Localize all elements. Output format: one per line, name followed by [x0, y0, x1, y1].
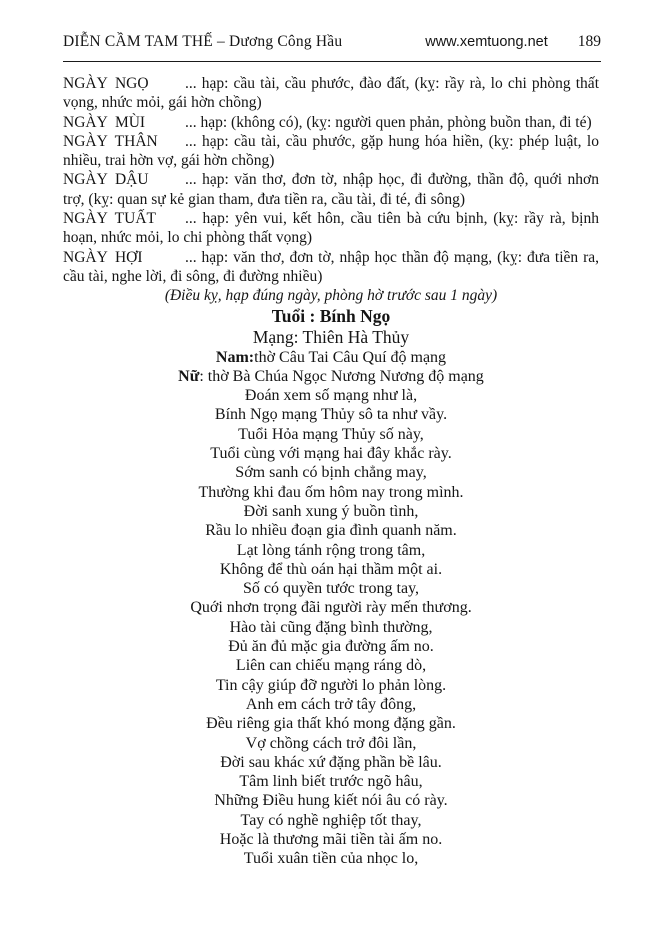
- verse-line: Đời sanh xung ý buồn tình,: [243, 502, 419, 520]
- day-entry: [63, 74, 599, 113]
- header-divider: [63, 61, 601, 62]
- day-text: ... hạp: (không có), (kỵ: người quen phản, phòng buồn than, đi té): [185, 113, 592, 131]
- verse-line: Đủ ăn đủ mặc gia đường ấm no.: [228, 638, 434, 656]
- verse-line: Quới nhơn trọng đãi người rày mến thương.: [190, 599, 472, 617]
- book-title: DIỄN CẦM TAM THẾ – Dương Công Hầu: [63, 33, 343, 50]
- verse-line: Đoán xem số mạng như là,: [244, 387, 418, 405]
- verse-line: Anh em cách trở tây đông,: [245, 695, 417, 713]
- day-entry: [63, 132, 599, 171]
- verse-line: Tin cậy giúp đỡ người lo phản lòng.: [215, 676, 447, 694]
- mang-line: Mạng: Thiên Hà Thủy: [252, 326, 410, 347]
- verse-line: Số có quyền tước trong tay,: [242, 580, 420, 598]
- day-label: NGÀY THÂN: [63, 132, 158, 150]
- day-label: NGÀY DẬU: [63, 171, 149, 189]
- verse-line: Sớm sanh có bịnh chẳng may,: [235, 464, 427, 482]
- verse-line: Đều riêng gia thất khó mong đặng gần.: [206, 715, 456, 733]
- page-header: [63, 33, 601, 51]
- verse-line: Tuổi Hỏa mạng Thủy số này,: [238, 425, 424, 443]
- note-line: (Điều kỵ, hạp đúng ngày, phòng hờ trước sau 1 ngày): [164, 287, 498, 305]
- website-url: www.xemtuong.net: [425, 34, 548, 50]
- day-label: NGÀY MÙI: [63, 113, 146, 131]
- gender-line-nu: [63, 367, 599, 386]
- nu-prefix: Nữ: [178, 367, 200, 385]
- verse-line: Tâm linh biết trước ngõ hâu,: [239, 773, 423, 791]
- day-entry: [63, 248, 599, 287]
- verse-line: Vợ chồng cách trở đôi lần,: [245, 734, 417, 752]
- day-text: ... hạp: văn thơ, đơn tờ, nhập học thần độ mạng, (kỵ: đưa tiền ra, cầu tài, nghe lời, đi sông, đi đường nhiều): [63, 248, 599, 285]
- day-label: NGÀY NGỌ: [63, 75, 149, 92]
- gender-line-nam: [63, 348, 599, 367]
- verse-line: Tuổi xuân tiền của nhọc lo,: [243, 850, 419, 868]
- day-label: NGÀY TUẤT: [63, 210, 156, 228]
- day-entry: [63, 113, 599, 132]
- day-entry: [63, 170, 599, 209]
- day-entries: [63, 74, 599, 286]
- verse-line: Thường khi đau ốm hôm nay trong mình.: [198, 483, 464, 501]
- day-text: ... hạp: yên vui, kết hôn, cầu tiên bà cứu bịnh, (kỵ: rầy rà, bịnh hoạn, nhức mỏi, lo chi phòng thất vọng): [63, 210, 599, 247]
- verse: [63, 386, 599, 868]
- verse-line: Không để thù oán hại thầm một ai.: [219, 560, 443, 578]
- verse-line: Rầu lo nhiều đoạn gia đình quanh năm.: [205, 522, 457, 540]
- day-label: NGÀY HỢI: [63, 248, 143, 266]
- verse-line: Tuổi cùng với mạng hai đây khắc rày.: [210, 445, 452, 463]
- verse-line: Hoặc là thương mãi tiền tài ấm no.: [219, 830, 443, 848]
- verse-line: Bính Ngọ mạng Thủy sô ta như vầy.: [214, 406, 448, 424]
- verse-line: Đời sau khác xứ đặng phần bề lâu.: [220, 753, 442, 771]
- day-text: ... hạp: cầu tài, cầu phước, đào đất, (kỵ: rầy rà, lo chi phòng thất vọng, nhức mỏi, gái hờn chồng): [63, 75, 599, 112]
- verse-line: Tay có nghề nghiệp tốt thay,: [240, 811, 422, 829]
- nam-text: thờ Câu Tai Câu Quí độ mạng: [254, 348, 447, 366]
- verse-line: Liên can chiếu mạng ráng dò,: [235, 657, 427, 675]
- page-content: [63, 74, 599, 869]
- nu-text: : thờ Bà Chúa Ngọc Nương Nương độ mạng: [199, 367, 484, 385]
- day-text: ... hạp: văn thơ, đơn tờ, nhập học, đi đường, thần độ, quới nhơn trợ, (kỵ: quan sự kẻ gian tham, đưa tiền ra, cầu tài, đi té, đi sông): [63, 171, 599, 208]
- nam-prefix: Nam:: [215, 348, 255, 366]
- verse-line: Hào tài cũng đặng bình thường,: [229, 618, 433, 636]
- day-text: ... hạp: cầu tài, cầu phước, gặp hung hóa hiền, (kỵ: phép luật, lo nhiều, trai hờn vợ, gái hờn chồng): [63, 132, 599, 170]
- day-entry: [63, 209, 599, 248]
- age-title: Tuổi : Bính Ngọ: [271, 305, 391, 326]
- verse-line: Lạt lòng tánh rộng trong tâm,: [236, 541, 426, 559]
- page-number: 189: [577, 33, 601, 50]
- verse-line: Những Điều hung kiết nói âu có rày.: [214, 792, 448, 810]
- header-right: [425, 33, 601, 51]
